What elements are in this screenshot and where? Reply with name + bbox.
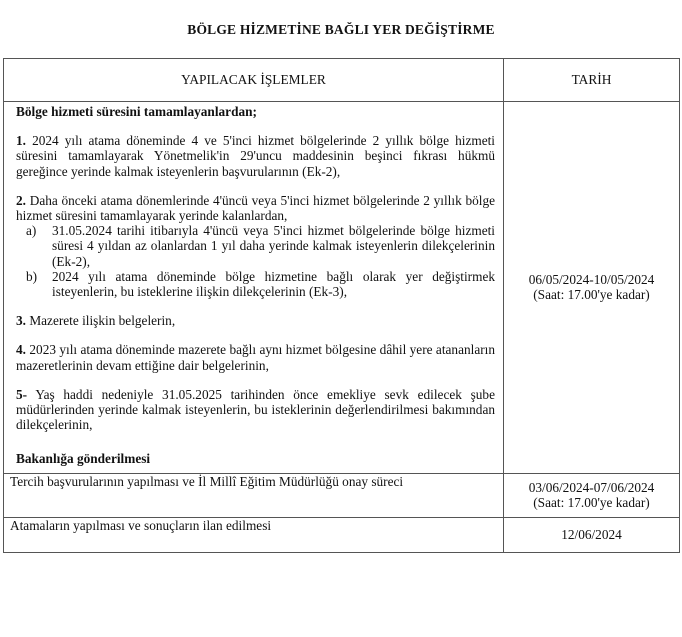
row2-text: Tercih başvurularının yapılması ve İl Millî Eğitim Müdürlüğü onay süreci bbox=[10, 473, 404, 489]
item-5-number: 5- bbox=[16, 386, 28, 402]
header-actions: YAPILACAK İŞLEMLER bbox=[4, 59, 504, 102]
row1-heading: Bölge hizmeti süresini tamamlayanlardan; bbox=[16, 104, 257, 119]
row2-date-cell bbox=[504, 473, 680, 517]
table-row bbox=[4, 517, 680, 552]
item-5-text: Yaş haddi nedeniyle 31.05.2025 tarihinden önce emekliye sevk edilecek şube müdürlerinden yerinde kalmak isteyenlerin, bu isteklerinin değerlendirilmesi bakımından dilekçelerinin, bbox=[16, 386, 495, 433]
row1-footer: Bakanlığa gönderilmesi bbox=[16, 451, 151, 467]
table-row bbox=[4, 102, 680, 474]
item-3-number: 3. bbox=[16, 313, 26, 329]
row2-actions-cell bbox=[4, 473, 504, 517]
item-4-number: 4. bbox=[16, 342, 26, 358]
item-2b bbox=[16, 269, 495, 299]
row1-date: 06/05/2024-10/05/2024 bbox=[528, 272, 655, 288]
page-title: BÖLGE HİZMETİNE BAĞLI YER DEĞİŞTİRME bbox=[187, 22, 495, 37]
item-2-number: 2. bbox=[16, 192, 26, 208]
header-date: TARİH bbox=[504, 59, 680, 102]
row3-text: Atamaların yapılması ve sonuçların ilan edilmesi bbox=[10, 517, 272, 533]
row3-date: 12/06/2024 bbox=[561, 527, 622, 543]
row1-actions-cell bbox=[4, 102, 504, 474]
table-row bbox=[4, 473, 680, 517]
row2-time: (Saat: 17.00'ye kadar) bbox=[533, 495, 650, 511]
row1-date-cell bbox=[504, 102, 680, 474]
row3-actions-cell bbox=[4, 517, 504, 552]
item-2a bbox=[16, 223, 495, 269]
row2-date: 03/06/2024-07/06/2024 bbox=[528, 479, 655, 495]
item-3 bbox=[16, 313, 495, 328]
item-4 bbox=[16, 342, 495, 372]
item-3-text: Mazerete ilişkin belgelerin, bbox=[29, 313, 176, 329]
row3-date-cell bbox=[504, 517, 680, 552]
table-header-row bbox=[4, 59, 680, 102]
item-2-text: Daha önceki atama dönemlerinde 4'üncü veya 5'inci hizmet bölgelerinde 2 yıllık bölge hizmet süresini tamamlayarak yerinde kalanlardan, bbox=[16, 192, 495, 224]
item-2 bbox=[16, 193, 495, 223]
item-2a-label: a) bbox=[26, 223, 37, 239]
item-2b-label: b) bbox=[26, 268, 38, 284]
item-1-number: 1. bbox=[16, 133, 26, 149]
item-1 bbox=[16, 133, 495, 179]
item-4-text: 2023 yılı atama döneminde mazerete bağlı aynı hizmet bölgesine dâhil yere atananların mazeretlerinin devam ettiğine dair belgelerinin, bbox=[16, 342, 495, 373]
item-2a-text: 31.05.2024 tarihi itibarıyla 4'üncü veya 5'inci hizmet bölgelerinde bölge hizmeti süresi 4 yıldan az olanlardan 1 yıl daha yerinde kalmak isteyenlerin dilekçelerinin (Ek-2), bbox=[52, 223, 495, 269]
item-5 bbox=[16, 387, 495, 433]
item-1-text: 2024 yılı atama döneminde 4 ve 5'inci hizmet bölgelerinde 2 yıllık bölge hizmeti süresini tamamlayarak Yönetmelik'in 29'uncu maddesinin beşinci fıkrası hükmü gereğince yerinde kalmak isteyenlerin başvurularının (Ek-2), bbox=[16, 133, 495, 179]
schedule-table bbox=[3, 58, 680, 553]
item-2b-text: 2024 yılı atama döneminde bölge hizmetine bağlı olarak yer değiştirmek isteyenlerin, bu isteklerine ilişkin dilekçelerinin (Ek-3), bbox=[52, 268, 495, 300]
row1-time: (Saat: 17.00'ye kadar) bbox=[533, 287, 650, 303]
